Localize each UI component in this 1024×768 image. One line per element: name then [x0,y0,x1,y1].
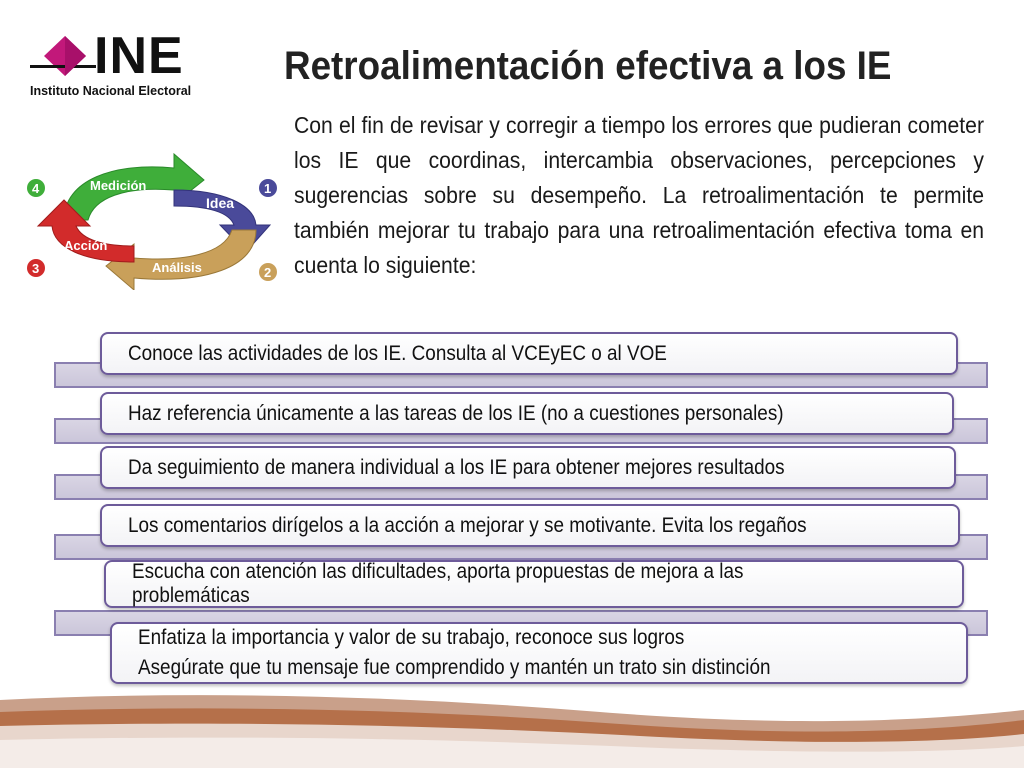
cycle-number-1: 1 [264,181,272,196]
cycle-label-idea: Idea [206,195,235,211]
list-item [110,622,968,684]
logo-subtitle: Instituto Nacional Electoral [30,84,192,98]
intro-paragraph: Con el fin de revisar y corregir a tiempo los errores que pudieran cometer los IE que coordinas, intercambia observaciones, percepciones y sugerencias sobre su desempeño. La retroalimentación te permite también mejorar tu trabajo para una retroalimentación efectiva toma en cuenta lo siguiente: [294,112,984,278]
ine-diamond-logo-icon [30,32,100,84]
list-item-line: problemáticas [132,584,250,607]
feedback-cycle-icon [24,150,284,290]
list-item-line: Enfatiza la importancia y valor de su trabajo, reconoce sus logros [138,626,685,649]
list-item-text: Los comentarios dirígelos a la acción a mejorar y se motivante. Evita los regaños [128,513,807,537]
page-title: Retroalimentación efectiva a los IE [284,44,892,88]
cycle-label-accion: Acción [64,238,108,253]
list-item-text: Da seguimiento de manera individual a los IE para obtener mejores resultados [128,455,785,479]
footer-wave-decoration [0,690,1024,768]
list-item-line: Escucha con atención las dificultades, aporta propuestas de mejora a las [132,560,744,583]
cycle-number-2: 2 [264,265,272,280]
cycle-number-4: 4 [32,181,40,196]
list-item [100,332,958,375]
list-item [100,504,960,547]
list-item-text: Haz referencia únicamente a las tareas de los IE (no a cuestiones personales) [128,401,784,425]
list-item-text [138,624,876,682]
cycle-number-3: 3 [32,261,40,276]
list-item [104,560,964,608]
list-item-text [132,562,870,606]
list-item [100,392,954,435]
cycle-label-medicion: Medición [90,178,147,193]
cycle-label-analisis: Análisis [152,260,202,275]
list-item-line: Asegúrate que tu mensaje fue comprendido y mantén un trato sin distinción [138,656,771,679]
logo-wordmark: INE [94,27,184,85]
list-item-text: Conoce las actividades de los IE. Consulta al VCEyEC o al VOE [128,341,667,365]
ine-logo [30,27,240,102]
list-item [100,446,956,489]
